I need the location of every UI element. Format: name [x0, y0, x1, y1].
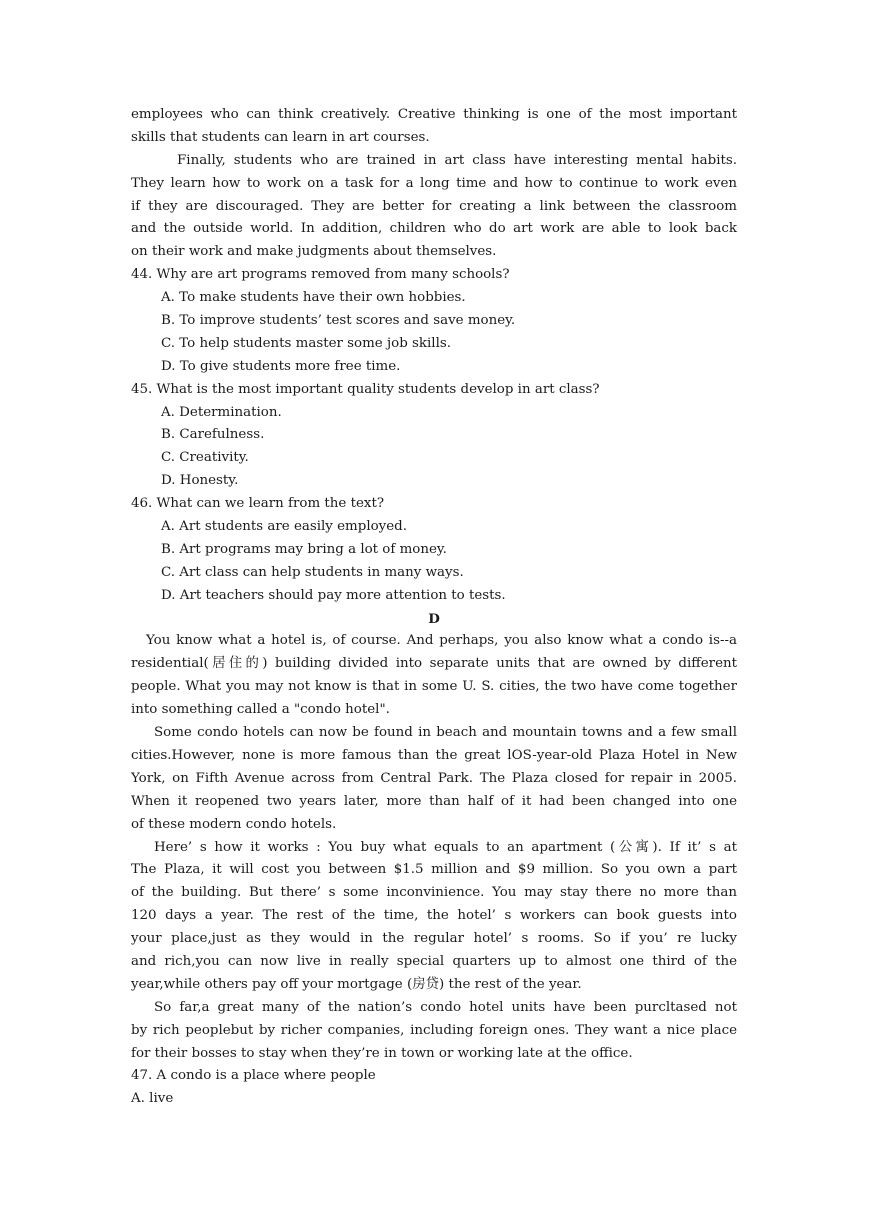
question-stem: 46. What can we learn from the text?	[131, 496, 385, 512]
passage-line: cities.However, none is more famous than the great lOS-year-old Plaza Hotel in New	[131, 747, 737, 763]
answer-option: B. Carefulness.	[161, 427, 265, 443]
answer-option: C. Creativity.	[161, 450, 249, 466]
section-heading: D	[428, 610, 440, 627]
passage-line: residential(居住的) building divided into separate units that are owned by different	[131, 656, 737, 672]
passage-line: You know what a hotel is, of course. And perhaps, you also know what a condo is--a	[146, 633, 737, 649]
passage-line: employees who can think creatively. Creative thinking is one of the most important	[131, 107, 737, 122]
passage-line: and rich,you can now live in really special quarters up to almost one third of the	[131, 953, 737, 969]
answer-option: D. To give students more free time.	[161, 358, 401, 374]
passage-line: Here’ s how it works : You buy what equals to an apartment (公寓). If it’ s at	[154, 839, 737, 855]
answer-option: A. live	[131, 1091, 174, 1107]
passage-line: Finally, students who are trained in art class have interesting mental habits.	[177, 152, 737, 168]
passage-line: your place,just as they would in the regular hotel’ s rooms. So if you’ re lucky	[131, 931, 737, 947]
passage-line: people. What you may not know is that in some U. S. cities, the two have come together	[131, 679, 737, 695]
answer-option: A. Art students are easily employed.	[161, 519, 407, 535]
passage-line: on their work and make judgments about themselves.	[131, 244, 497, 260]
question-stem: 45. What is the most important quality students develop in art class?	[131, 381, 600, 397]
passage-line: They learn how to work on a task for a long time and how to continue to work even	[131, 175, 737, 191]
passage-line: Some condo hotels can now be found in beach and mountain towns and a few small	[154, 725, 737, 741]
passage-line: So far,a great many of the nation’s condo hotel units have been purcltased not	[154, 999, 737, 1015]
question-stem: 44. Why are art programs removed from many schools?	[131, 267, 510, 283]
passage-line: 120 days a year. The rest of the time, the hotel’ s workers can book guests into	[131, 908, 737, 924]
answer-option: C. Art class can help students in many ways.	[161, 564, 464, 580]
passage-line: skills that students can learn in art courses.	[131, 129, 430, 145]
answer-option: A. Determination.	[161, 404, 282, 420]
passage-line: The Plaza, it will cost you between $1.5 million and $9 million. So you own a part	[131, 862, 737, 878]
passage-line: into something called a "condo hotel".	[131, 702, 390, 718]
question-stem: 47. A condo is a place where people	[131, 1068, 376, 1084]
answer-option: A. To make students have their own hobbies.	[161, 290, 466, 306]
passage-line: for their bosses to stay when they’re in town or working late at the office.	[131, 1045, 633, 1061]
passage-line: by rich peoplebut by richer companies, including foreign ones. They want a nice place	[131, 1022, 737, 1038]
answer-option: C. To help students master some job skills.	[161, 335, 451, 351]
answer-option: B. Art programs may bring a lot of money.	[161, 541, 447, 557]
answer-option: B. To improve students’ test scores and save money.	[161, 313, 516, 329]
passage-line: and the outside world. In addition, children who do art work are able to look back	[131, 221, 737, 237]
passage-line: When it reopened two years later, more than half of it had been changed into one	[131, 793, 737, 809]
answer-option: D. Art teachers should pay more attention to tests.	[161, 587, 506, 603]
answer-option: D. Honesty.	[161, 473, 239, 489]
passage-line: if they are discouraged. They are better for creating a link between the classroom	[131, 198, 737, 214]
exam-page	[131, 104, 737, 1111]
passage-line: of these modern condo hotels.	[131, 816, 337, 832]
passage-line: year,while others pay off your mortgage (房贷) the rest of the year.	[131, 976, 582, 992]
passage-line: of the building. But there’ s some inconvinience. You may stay there no more than	[131, 885, 737, 901]
passage-line: York, on Fifth Avenue across from Central Park. The Plaza closed for repair in 2005.	[131, 770, 737, 786]
